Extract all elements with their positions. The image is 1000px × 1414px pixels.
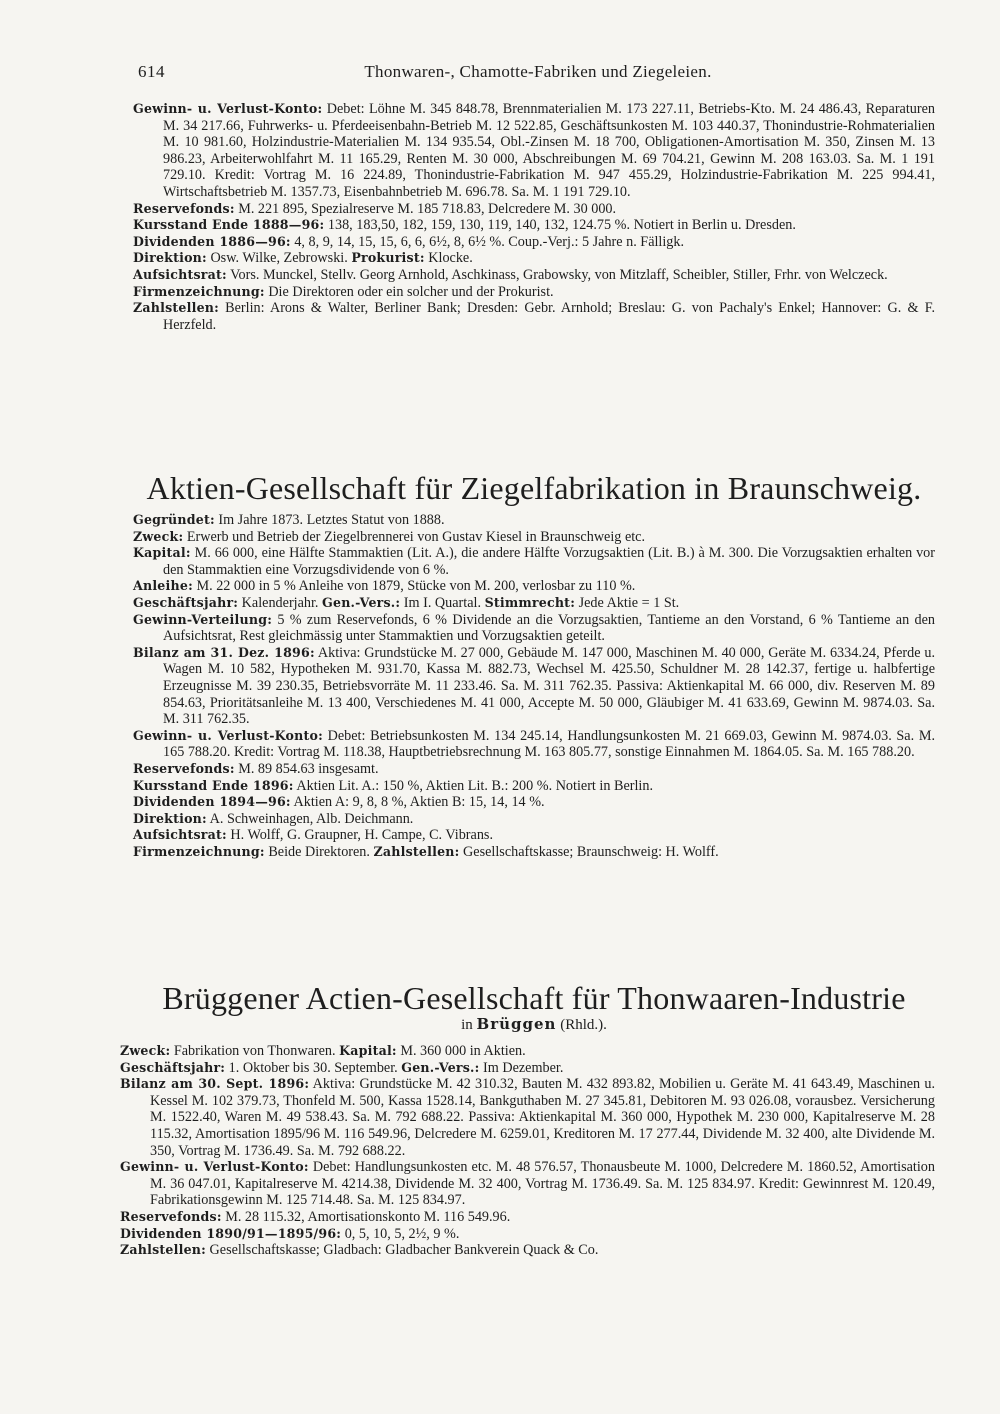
- entry-text: 1. Oktober bis 30. September.: [225, 1059, 402, 1076]
- entry-direktion: [133, 811, 935, 828]
- entry-label: Gewinn- u. Verlust-Konto:: [120, 1159, 309, 1175]
- entry-label: Dividenden 1890/91—1895/96:: [120, 1225, 342, 1241]
- entry-label: Kursstand Ende 1896:: [133, 777, 294, 793]
- entry-gewinn-verlust: [133, 728, 935, 761]
- entry-label: Reservefonds:: [120, 1208, 222, 1224]
- entry-text: Gesellschaftskasse; Gladbach: Gladbacher Bankverein Quack & Co.: [206, 1242, 599, 1259]
- entry-text: 0, 5, 10, 5, 2½, 9 %.: [341, 1225, 460, 1242]
- entry-text: Kalenderjahr.: [238, 594, 323, 611]
- entry-label: Zweck:: [120, 1043, 171, 1058]
- subtitle-prefix: in: [461, 1017, 477, 1033]
- entry-label: Geschäftsjahr:: [120, 1059, 226, 1075]
- entry-label: Anleihe:: [133, 578, 193, 594]
- entry-label: Kapital:: [339, 1043, 397, 1058]
- entry-label: Zweck:: [133, 528, 184, 544]
- entry-text: Erwerb und Betrieb der Ziegelbrennerei von Gustav Kiesel in Braunschweig etc.: [183, 528, 646, 545]
- entry-label: Gen.-Vers.:: [401, 1059, 480, 1075]
- entry-gegruendet: [133, 512, 935, 529]
- entry-aufsichtsrat: [133, 267, 935, 284]
- entry-text: Im Jahre 1873. Letztes Statut von 1888.: [214, 512, 445, 528]
- entry-reservefonds: [133, 761, 935, 778]
- section-brueggen: [120, 1043, 935, 1259]
- entry-text: 5 % zum Reservefonds, 6 % Dividende an die Vorzugsaktien, Tantieme an den Vorstand, 6 % Tantieme an den Aufsichtsrat, Rest gleichmässig unter Stammaktien und Vorzugsaktien geteilt.: [163, 611, 935, 645]
- entry-label: Reservefonds:: [133, 760, 235, 776]
- entry-label: Kapital:: [133, 545, 191, 561]
- entry-text: M. 221 895, Spezialreserve M. 185 718.83, Delcredere M. 30 000.: [234, 200, 617, 217]
- entry-text: M. 22 000 in 5 % Anleihe von 1879, Stücke von M. 200, verlosbar zu 110 %.: [192, 578, 636, 595]
- entry-label: Firmenzeichnung:: [133, 283, 265, 299]
- entry-bilanz: [120, 1076, 935, 1159]
- entry-text: Osw. Wilke, Zebrowski.: [206, 250, 352, 267]
- entry-direktion: [133, 250, 935, 267]
- entry-text: M. 89 854.63 insgesamt.: [234, 760, 379, 777]
- entry-text: Aktiva: Grundstücke M. 27 000, Gebäude M. 147 000, Maschinen M. 40 000, Geräte M. 6334.24, Pferde u. Wagen M. 10 582, Hypotheken M. 931.70, Kassa M. 882.73, Wechsel M. 425.50, Schuldner M. 28 142.37, fertige u. halbfertige Erzeugnisse M. 39 230.35, Betriebsvorräte M. 11 233.46. Sa. M. 311 762.35. Passiva: Aktienkapital M. 66 000, div. Reserven M. 89 854.63, Prioritätsanleihe M. 13 400, Verschiedenes M. 41 000, Accepte M. 50 000, Gläubiger M. 41 633.69, Gewinn M. 9874.03. Sa. M. 311 762.35.: [163, 644, 935, 728]
- entry-text: Die Direktoren oder ein solcher und der Prokurist.: [264, 283, 554, 300]
- entry-kursstand: [133, 778, 935, 795]
- entry-text: M. 360 000 in Aktien.: [396, 1043, 526, 1059]
- entry-text: Aktien A: 9, 8, 8 %, Aktien B: 15, 14, 14 %.: [290, 794, 545, 811]
- entry-geschaeftsjahr: [133, 595, 935, 612]
- entry-kursstand: [133, 217, 935, 234]
- entry-label: Bilanz am 30. Sept. 1896:: [120, 1076, 310, 1092]
- entry-firmenzeichnung: [133, 284, 935, 301]
- entry-kapital: [133, 545, 935, 578]
- entry-text: Vors. Munckel, Stellv. Georg Arnhold, Aschkinass, Grabowsky, von Mitzlaff, Scheibler, Stiller, Frhr. von Welczeck.: [226, 266, 888, 283]
- entry-label: Direktion:: [133, 250, 207, 266]
- entry-gewinn-verlust: [133, 101, 935, 201]
- subtitle-place: Brüggen: [476, 1015, 557, 1033]
- entry-geschaeftsjahr: [120, 1060, 935, 1077]
- entry-label: Aufsichtsrat:: [133, 827, 227, 843]
- company-title-braunschweig: Aktien-Gesellschaft für Ziegelfabrikation in Braunschweig.: [146, 470, 922, 506]
- entry-label: Gegründet:: [133, 512, 215, 527]
- entry-gewinn-verteilung: [133, 612, 935, 645]
- entry-text: Klocke.: [424, 250, 473, 267]
- running-title: Thonwaren-, Chamotte-Fabriken und Ziegeleien.: [364, 62, 712, 81]
- entry-label: Zahlstellen:: [373, 843, 460, 859]
- entry-zweck: [120, 1043, 935, 1060]
- entry-text: H. Wolff, G. Graupner, H. Campe, C. Vibrans.: [226, 827, 493, 844]
- entry-firmenzeichnung: [133, 844, 935, 861]
- entry-label: Gewinn-Verteilung:: [133, 611, 273, 627]
- entry-reservefonds: [120, 1209, 935, 1226]
- entry-label: Dividenden 1894—96:: [133, 794, 291, 810]
- entry-label: Direktion:: [133, 810, 207, 826]
- entry-label: Firmenzeichnung:: [133, 843, 265, 859]
- entry-text: A. Schweinhagen, Alb. Deichmann.: [206, 810, 414, 827]
- entry-text: Beide Direktoren.: [264, 843, 374, 860]
- entry-zahlstellen: [120, 1242, 935, 1259]
- section-continuation: [133, 101, 935, 333]
- running-header: [138, 62, 938, 86]
- entry-zweck: [133, 529, 935, 546]
- entry-dividenden: [120, 1226, 935, 1243]
- entry-text: Gesellschaftskasse; Braunschweig: H. Wolff.: [459, 843, 719, 860]
- entry-anleihe: [133, 578, 935, 595]
- entry-text: Aktiva: Grundstücke M. 42 310.32, Bauten M. 432 893.82, Mobilien u. Geräte M. 41 643.49, Maschinen u. Kessel M. 102 379.73, Thonfeld M. 500, Kassa 1528.14, Bankguthaben M. 27 345.81, Debitoren M. 93 026.08, vorausbez. Versicherung M. 1522.40, Waren M. 49 538.43. Sa. M. 792 688.22. Passiva: Aktienkapital M. 360 000, Hypothek M. 230 000, Kapitalreserve M. 28 115.32, Amortisation 1895/96 M. 116 549.96, Delcredere M. 6259.01, Kreditoren M. 17 277.44, Dividende M. 32 400, alte Dividende M. 350, Vortrag M. 1736.49. Sa. M. 792 688.22.: [150, 1076, 935, 1159]
- company-subtitle: [133, 1015, 935, 1034]
- entry-label: Prokurist:: [351, 250, 425, 266]
- entry-text: Im I. Quartal.: [400, 594, 485, 611]
- entry-label: Bilanz am 31. Dez. 1896:: [133, 644, 315, 660]
- entry-bilanz: [133, 645, 935, 728]
- entry-text: M. 66 000, eine Hälfte Stammaktien (Lit. A.), die andere Hälfte Vorzugsaktien (Lit. B.) à M. 300. Die Vorzugsaktien erhalten vor den Stammaktien eine Vorzugsdividende von 6 %.: [163, 545, 935, 578]
- entry-label: Gewinn- u. Verlust-Konto:: [133, 101, 323, 116]
- page-number: 614: [138, 62, 165, 81]
- entry-text: Debet: Betriebsunkosten M. 134 245.14, Handlungsunkosten M. 21 669.03, Gewinn M. 9874.03. Sa. M. 165 788.20. Kredit: Vortrag M. 118.38, Hauptbetriebsrechnung M. 163 805.77, sonstige Einnahmen M. 1864.05. Sa. M. 165 788.20.: [163, 727, 935, 761]
- entry-text: M. 28 115.32, Amortisationskonto M. 116 549.96.: [221, 1208, 511, 1225]
- entry-text: 4, 8, 9, 14, 15, 15, 6, 6, 6½, 8, 6½ %. Coup.-Verj.: 5 Jahre n. Fälligk.: [290, 233, 685, 250]
- entry-text: Fabrikation von Thonwaren.: [170, 1043, 340, 1059]
- entry-aufsichtsrat: [133, 827, 935, 844]
- entry-text: Aktien Lit. A.: 150 %, Aktien Lit. B.: 200 %. Notiert in Berlin.: [293, 777, 654, 794]
- entry-label: Reservefonds:: [133, 200, 235, 216]
- entry-label: Kursstand Ende 1888—96:: [133, 217, 325, 233]
- entry-label: Geschäftsjahr:: [133, 594, 239, 610]
- entry-label: Gen.-Vers.:: [322, 594, 401, 610]
- entry-text: 138, 183,50, 182, 159, 130, 119, 140, 132, 124.75 %. Notiert in Berlin u. Dresden.: [324, 217, 796, 234]
- entry-label: Aufsichtsrat:: [133, 266, 227, 282]
- entry-dividenden: [133, 234, 935, 251]
- entry-label: Gewinn- u. Verlust-Konto:: [133, 727, 323, 743]
- subtitle-suffix: (Rhld.).: [556, 1017, 607, 1033]
- entry-label: Zahlstellen:: [120, 1242, 206, 1258]
- entry-zahlstellen: [133, 300, 935, 333]
- section-braunschweig: [133, 512, 935, 860]
- entry-label: Dividenden 1886—96:: [133, 233, 291, 249]
- entry-text: Debet: Löhne M. 345 848.78, Brennmaterialien M. 173 227.11, Betriebs-Kto. M. 24 486.43, Reparaturen M. 34 217.66, Fuhrwerks- u. Pferdeeisenbahn-Betrieb M. 12 522.85, Geschäftsunkosten M. 103 440.37, Thonindustrie-Rohmaterialien M. 10 981.60, Holzindustrie-Materialien M. 134 935.54, Obl.-Zinsen M. 18 700, Obligationen-Amortisation M. 350, Zinsen M. 13 986.23, Arbeiterwohlfahrt M. 11 165.29, Renten M. 30 000, Abschreibungen M. 69 704.21, Gewinn M. 208 163.03. Sa. M. 1 191 729.10. Kredit: Vortrag M. 16 224.89, Thonindustrie-Fabrikation M. 947 455.29, Holzindustrie-Fabrikation M. 225 994.41, Wirtschaftsbetrieb M. 1357.73, Eisenbahnbetrieb M. 696.78. Sa. M. 1 191 729.10.: [163, 101, 935, 200]
- entry-reservefonds: [133, 201, 935, 218]
- entry-text: Im Dezember.: [479, 1059, 564, 1076]
- entry-label: Stimmrecht:: [484, 594, 576, 610]
- entry-label: Zahlstellen:: [133, 300, 219, 316]
- entry-gewinn-verlust: [120, 1159, 935, 1209]
- entry-text: Debet: Handlungsunkosten etc. M. 48 576.57, Thonausbeute M. 1000, Delcredere M. 1860.52, Amortisation M. 36 047.01, Kapitalreserve M. 4214.38, Dividende M. 32 400, Vortrag M. 1736.49. Sa. M. 125 834.97. Kredit: Gewinnrest M. 120.49, Fabrikationsgewinn M. 125 714.48. Sa. M. 125 834.97.: [150, 1159, 935, 1209]
- entry-dividenden: [133, 794, 935, 811]
- entry-text: Berlin: Arons & Walter, Berliner Bank; Dresden: Gebr. Arnhold; Breslau: G. von Pachaly's Enkel; Hannover: G. & F. Herzfeld.: [163, 300, 935, 333]
- entry-text: Jede Aktie = 1 St.: [575, 594, 680, 611]
- company-title-brueggen: Brüggener Actien-Gesellschaft für Thonwaaren-Industrie: [162, 980, 906, 1016]
